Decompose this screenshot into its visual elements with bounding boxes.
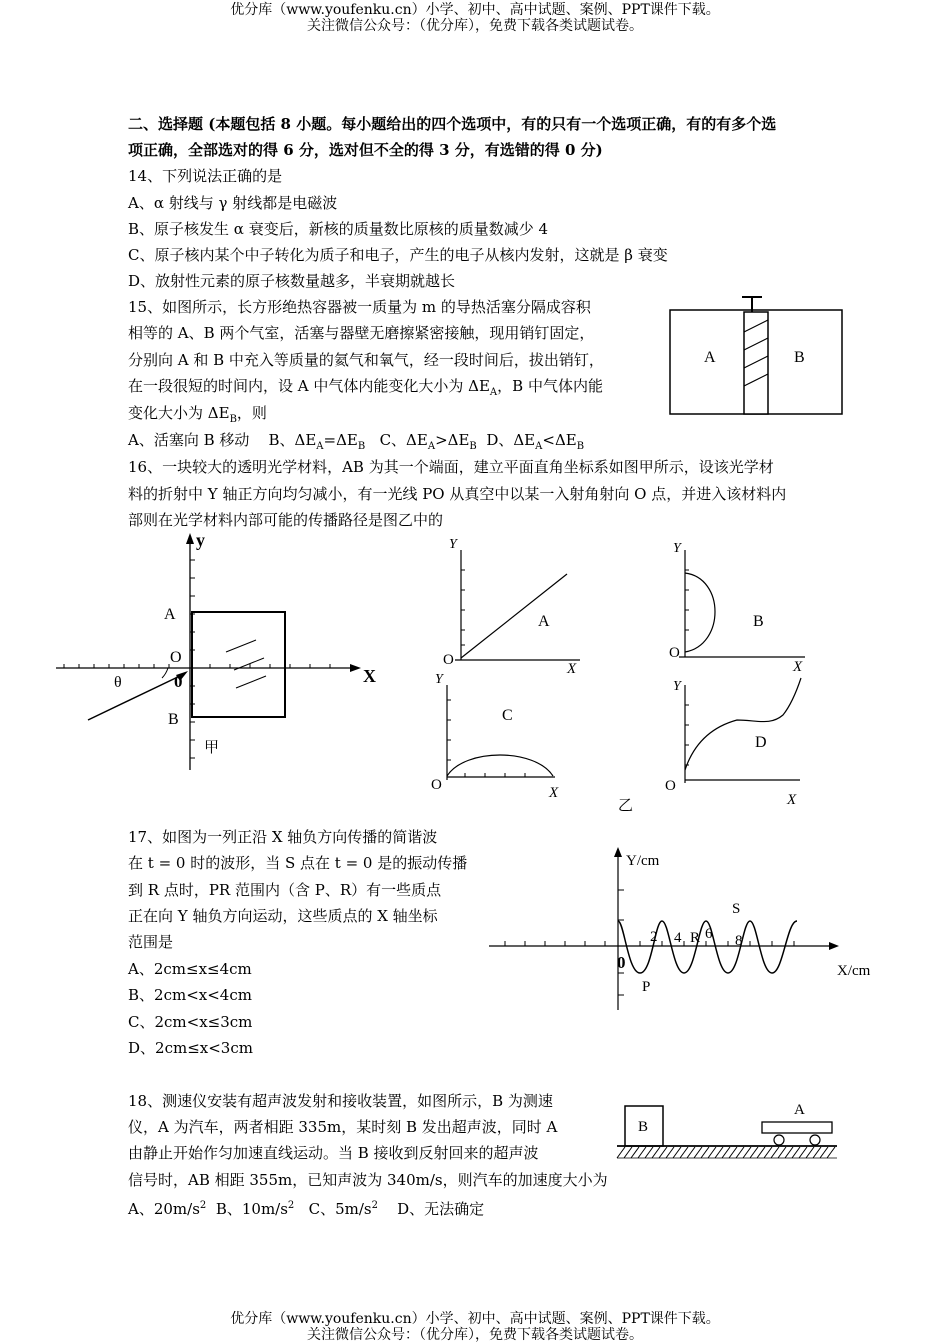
x-label: X [363,666,376,686]
page-header-line-1: 优分库（www.youfenku.cn）小学、初中、高中试题、案例、PPT课件下载。 [230,2,720,18]
label-o: O [170,649,182,666]
wave-tick-2: 2 [650,929,658,945]
q15-container-figure [668,294,848,419]
option-a-x: X [567,661,577,677]
path-option-a [443,537,580,677]
q15-line-4: 在一段很短的时间内，设 A 中气体内能变化大小为 $\Delta E_A$，B 中气体内能 [128,377,603,398]
page-footer-line-1: 优分库（www.youfenku.cn）小学、初中、高中试题、案例、PPT课件下载。 [230,1311,720,1327]
wave-y-ticks [618,890,624,995]
label-b: B [168,711,179,728]
q17-wave-figure [485,845,880,1015]
q17-option-a: A、2cm≤x≤4cm [128,960,252,978]
q17-line-2: 在 t = 0 时的波形，当 S 点在 t = 0 是的振动传播 [128,854,468,872]
q18-line-3: 由静止开始作匀加速直线运动。当 B 接收到反射回来的超声波 [128,1144,539,1162]
option-a-label: A [538,613,550,630]
path-option-b [669,541,805,675]
q18-line-2: 仪，A 为汽车，两者相距 335m，某时刻 B 发出超声波，同时 A [128,1118,558,1136]
piston [744,312,768,414]
label-a: A [164,606,176,623]
chamber-a-label: A [704,349,716,366]
wave-x-arrow [829,942,839,950]
option-a-y: Y [449,537,457,552]
option-c-x: X [549,785,559,801]
q17-line-1: 17、如图为一列正沿 X 轴负方向传播的简谐波 [128,828,438,846]
wave-zero: 0 [617,953,626,972]
wave-label-s: S [732,901,741,917]
wave-x-label: X/cm [837,963,871,979]
option-c-label: C [502,707,513,724]
label-zero: 0 [174,672,183,691]
option-d-o: O [665,778,676,794]
car-label: A [794,1102,805,1118]
wave-tick-4: 4 [674,930,682,946]
q16-line-3: 部则在光学材料内部可能的传播路径是图乙中的 [128,511,444,529]
path-option-d [665,678,801,808]
wave-tick-6: 6 [705,926,713,942]
q17-line-3: 到 R 点时，PR 范围内（含 P、R）有一些质点 [128,881,442,899]
material-hatch [226,640,266,688]
option-c-o: O [431,777,442,793]
car-wheel-right [810,1135,820,1145]
wave-y-arrow [614,847,622,857]
q14-option-b: B、原子核发生 α 衰变后，新核的质量数比原核的质量数减少 4 [128,220,549,238]
q18-line-4: 信号时，AB 相距 355m，已知声波为 340m/s，则汽车的加速度大小为 [128,1171,608,1189]
option-b-label: B [753,613,764,630]
caption-yi: 乙 [618,798,634,814]
q18-options: A、$20m/s^2$ B、$10m/s^2$ C、$5m/s^2$ D、无法确定 [128,1200,485,1218]
q18-figure [615,1098,840,1162]
speed-meter-label: B [638,1119,649,1135]
q14-option-c: C、原子核内某个中子转化为质子和电子，产生的电子从核内发射，这就是 β 衰变 [128,246,668,264]
chamber-b-label: B [794,349,805,366]
material-block [192,612,285,717]
wave-label-p: P [642,979,651,995]
x-arrow [350,664,361,672]
option-c-y: Y [435,672,443,687]
q16-line-2: 料的折射中 Y 轴正方向均匀减小，有一光线 PO 从真空中以某一入射角射向 O 点，并进入该材料内 [128,485,787,503]
q17-option-c: C、2cm<x≤3cm [128,1013,253,1031]
q15-line-5: 变化大小为 $\Delta E_B$，则 [128,404,267,425]
wave-label-r: R [690,930,701,946]
page-footer-line-2: 关注微信公众号：（优分库），免费下载各类试题试卷。 [307,1327,643,1343]
angle-arc [162,668,168,678]
wave-tick-8: 8 [735,933,743,949]
option-b-y: Y [673,541,681,556]
q17-line-5: 范围是 [128,933,174,951]
ground-hatch [617,1147,835,1158]
label-theta: θ [114,674,122,691]
q16-line-1: 16、一块较大的透明光学材料，AB 为其一个端面，建立平面直角坐标系如图甲所示，设该光学材 [128,458,774,476]
option-b-o: O [669,645,680,661]
option-d-label: D [755,734,767,751]
q15-line-1: 15、如图所示，长方形绝热容器被一质量为 m 的导热活塞分隔成容积 [128,298,591,316]
option-b-x: X [793,659,803,675]
y-arrow [186,533,194,544]
path-option-c [431,672,559,801]
q14-option-d: D、放射性元素的原子核数量越多，半衰期就越长 [128,272,456,290]
car-wheel-left [774,1135,784,1145]
q14-option-a: A、α 射线与 γ 射线都是电磁波 [128,194,338,212]
q14-stem: 14、下列说法正确的是 [128,167,283,185]
car-body [762,1122,832,1133]
option-d-y: Y [673,679,681,694]
q17-option-d: D、2cm≤x<3cm [128,1039,253,1057]
caption-jia: 甲 [204,740,220,756]
option-a-o: O [443,652,454,668]
q15-options: A、活塞向 B 移动 B、$\Delta E_A=\Delta E_B$ C、$\Delta E_A>\Delta E_B$ D、$\Delta E_A<\Delta E_B$ [128,431,585,452]
section-title-line-2: 项正确，全部选对的得 6 分，选对但不全的得 3 分，有选错的得 0 分) [128,141,603,159]
section-title-line-1: 二、选择题 (本题包括 8 小题。每小题给出的四个选项中，有的只有一个选项正确，有的有多个选 [128,115,777,133]
wave-y-label: Y/cm [626,853,660,869]
y-label: y [196,530,205,550]
option-d-x: X [787,792,797,808]
q17-option-b: B、2cm<x<4cm [128,986,252,1004]
q18-line-1: 18、测速仪安装有超声波发射和接收装置，如图所示，B 为测速 [128,1092,553,1110]
q15-line-2: 相等的 A、B 两个气室，活塞与器壁无磨擦紧密接触，现用销钉固定， [128,324,595,342]
page-header-line-2: 关注微信公众号：（优分库），免费下载各类试题试卷。 [307,18,643,34]
q15-line-3: 分别向 A 和 B 中充入等质量的氦气和氧气，经一段时间后，拔出销钉， [128,351,604,369]
q17-line-4: 正在向 Y 轴负方向运动，这些质点的 X 轴坐标 [128,907,438,925]
q16-figure-jia [50,530,390,780]
q16-figure-yi [425,530,825,815]
